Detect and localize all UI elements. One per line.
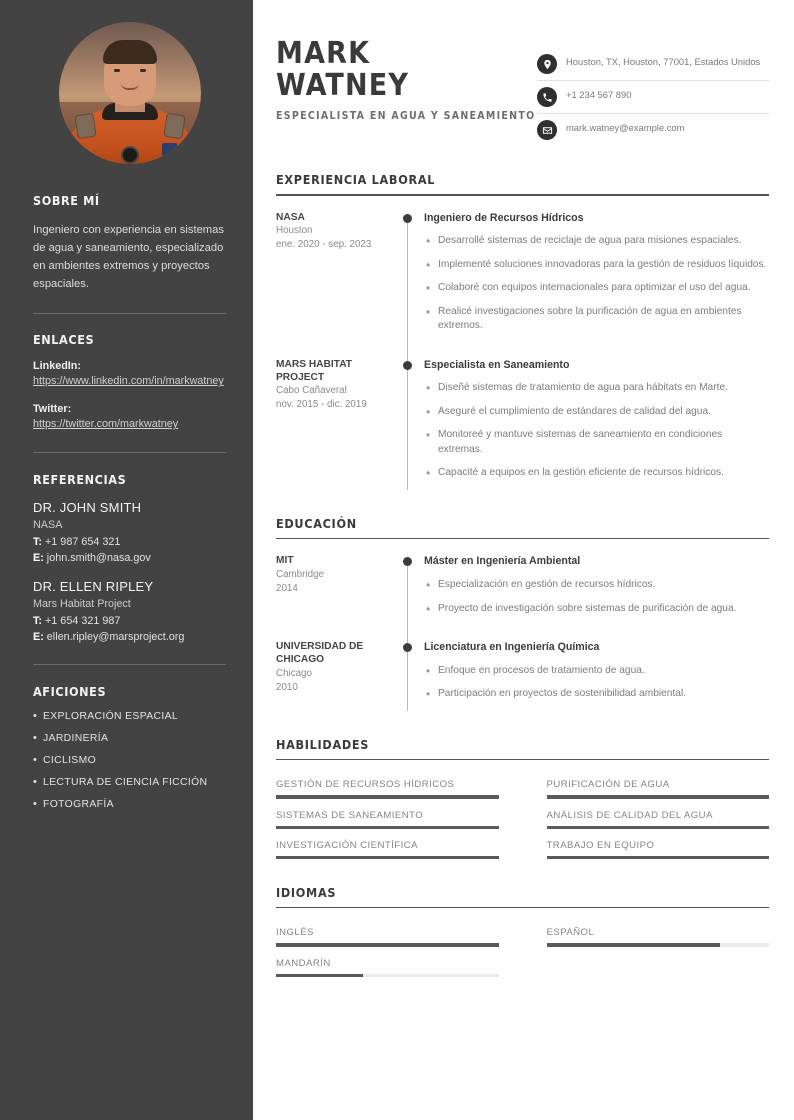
links-heading: ENLACES bbox=[33, 331, 95, 347]
avatar bbox=[59, 22, 201, 164]
education-body bbox=[424, 640, 769, 711]
hobby-item: • EXPLORACIÓN ESPACIAL bbox=[33, 711, 226, 722]
contact-list bbox=[537, 48, 769, 146]
hobby-item: • CICLISMO bbox=[33, 755, 226, 766]
bullet-item: • Aseguré el cumplimiento de estándares de calidad del agua. bbox=[424, 405, 769, 419]
bullet-item: • Enfoque en procesos de tratamiento de agua. bbox=[424, 664, 769, 678]
skills-grid bbox=[276, 768, 769, 859]
envelope-icon bbox=[537, 120, 557, 140]
skills-heading: HABILIDADES bbox=[276, 736, 370, 752]
education-body bbox=[424, 554, 769, 625]
last-name: WATNEY bbox=[276, 67, 410, 103]
link-item-linkedin bbox=[33, 359, 226, 390]
experience-meta bbox=[276, 358, 394, 490]
about-heading: SOBRE MÍ bbox=[33, 193, 100, 208]
photo-hair bbox=[103, 40, 157, 64]
skill-bar-fill bbox=[547, 856, 770, 859]
language-item bbox=[276, 947, 499, 977]
page-title bbox=[276, 38, 535, 102]
timeline-line bbox=[407, 566, 408, 643]
education-meta bbox=[276, 640, 394, 711]
experience-dates: nov. 2015 - dic. 2019 bbox=[276, 399, 367, 411]
reference-phone bbox=[33, 534, 226, 550]
skill-bar-track bbox=[547, 826, 770, 829]
skill-item bbox=[547, 768, 770, 798]
bullet-item: • Colaboré con equipos internacionales para optimizar el uso del agua. bbox=[424, 281, 769, 295]
link-label-linkedin: LinkedIn: bbox=[33, 359, 81, 372]
divider-after-links bbox=[33, 452, 226, 453]
education-dates: 2010 bbox=[276, 681, 298, 693]
bullet-item: • Monitoreé y mantuve sistemas de saneamiento en condiciones extremas. bbox=[424, 428, 769, 457]
skill-label: PURIFICACIÓN DE AGUA bbox=[546, 779, 670, 791]
reference-phone-value: +1 987 654 321 bbox=[45, 535, 121, 548]
phone-icon bbox=[537, 87, 557, 107]
skill-bar-track bbox=[276, 795, 499, 798]
skill-bar-fill bbox=[276, 795, 499, 798]
main-content bbox=[253, 0, 794, 1120]
skill-bar-track bbox=[547, 795, 770, 798]
language-bar-fill bbox=[547, 943, 721, 946]
reference-phone-label: T: bbox=[33, 614, 42, 627]
education-heading: EDUCACIÓN bbox=[276, 515, 357, 531]
contact-address-value: Houston, TX, Houston, 77001, Estados Unidos bbox=[566, 56, 761, 67]
divider-after-about bbox=[33, 313, 226, 314]
hobby-item: • JARDINERÍA bbox=[33, 733, 226, 744]
section-education bbox=[276, 516, 769, 711]
divider-after-references bbox=[33, 664, 226, 665]
bullet-item: • Especialización en gestión de recursos hídricos. bbox=[424, 578, 769, 592]
education-entry bbox=[276, 640, 769, 711]
timeline-dot-icon bbox=[403, 214, 412, 223]
sidebar bbox=[0, 0, 253, 1120]
timeline-line bbox=[407, 370, 408, 490]
education-rule bbox=[276, 538, 769, 540]
link-url-linkedin[interactable]: https://www.linkedin.com/in/markwatney bbox=[33, 375, 224, 388]
skills-rule bbox=[276, 759, 769, 761]
reference-email-value: john.smith@nasa.gov bbox=[46, 551, 151, 564]
name-block bbox=[276, 38, 535, 122]
reference-phone-value: +1 654 321 987 bbox=[45, 614, 121, 627]
skill-bar-track bbox=[276, 826, 499, 829]
skill-item bbox=[276, 768, 499, 798]
shoulder-pad-left bbox=[74, 113, 96, 139]
experience-body bbox=[424, 211, 769, 343]
language-item bbox=[276, 916, 499, 946]
photo-eye-left bbox=[114, 69, 120, 72]
skill-bar-fill bbox=[276, 856, 499, 859]
experience-body bbox=[424, 358, 769, 490]
experience-org: NASA bbox=[276, 211, 305, 223]
shoulder-pad-right bbox=[163, 113, 185, 139]
contact-phone-value: +1 234 567 890 bbox=[566, 89, 632, 100]
language-bar-fill bbox=[276, 974, 363, 977]
languages-grid bbox=[276, 916, 769, 976]
experience-entry bbox=[276, 358, 769, 490]
experience-bullets bbox=[424, 234, 769, 333]
reference-email bbox=[33, 550, 226, 566]
language-bar-track bbox=[276, 974, 499, 977]
experience-position: Ingeniero de Recursos Hídricos bbox=[424, 211, 584, 224]
language-label: INGLÉS bbox=[276, 927, 314, 939]
about-text: Ingeniero con experiencia en sistemas de agua y saneamiento, especializado en ambientes extremos y proyectos espaciales. bbox=[33, 224, 224, 291]
skill-label: INVESTIGACIÓN CIENTÍFICA bbox=[276, 839, 418, 851]
hobbies-list bbox=[33, 711, 226, 810]
timeline bbox=[394, 358, 424, 490]
link-item-twitter bbox=[33, 402, 226, 433]
skill-label: SISTEMAS DE SANEAMIENTO bbox=[276, 809, 424, 821]
bullet-item: • Desarrollé sistemas de reciclaje de agua para misiones espaciales. bbox=[424, 234, 769, 248]
reference-item bbox=[33, 500, 226, 566]
reference-org: NASA bbox=[33, 519, 63, 532]
education-meta bbox=[276, 554, 394, 625]
reference-name: DR. ELLEN RIPLEY bbox=[33, 579, 154, 595]
skill-bar-fill bbox=[276, 826, 499, 829]
experience-place: Cabo Cañaveral bbox=[276, 385, 347, 397]
job-role-subtitle: ESPECIALISTA EN AGUA Y SANEAMIENTO bbox=[276, 109, 536, 122]
reference-phone bbox=[33, 613, 226, 629]
bullet-item: • Diseñé sistemas de tratamiento de agua para hábitats en Marte. bbox=[424, 381, 769, 395]
reference-email-value: ellen.ripley@marsproject.org bbox=[46, 630, 185, 643]
skill-label: TRABAJO EN EQUIPO bbox=[546, 839, 655, 851]
location-pin-icon bbox=[537, 54, 557, 74]
education-bullets bbox=[424, 578, 769, 616]
timeline-dot-icon bbox=[403, 557, 412, 566]
experience-org: MARS HABITAT PROJECT bbox=[276, 358, 353, 383]
language-bar-track bbox=[276, 943, 499, 946]
section-languages bbox=[276, 885, 769, 977]
skill-bar-track bbox=[276, 856, 499, 859]
education-place: Cambridge bbox=[276, 568, 324, 580]
education-entry bbox=[276, 554, 769, 625]
contact-email-value: mark.watney@example.com bbox=[566, 122, 685, 133]
profile-photo bbox=[59, 22, 201, 164]
timeline-dot-icon bbox=[403, 361, 412, 370]
language-bar-track bbox=[547, 943, 770, 946]
hero-header bbox=[276, 38, 769, 146]
reference-email bbox=[33, 629, 226, 645]
reference-org: Mars Habitat Project bbox=[33, 597, 131, 610]
suit-badge bbox=[162, 143, 177, 162]
skill-bar-track bbox=[547, 856, 770, 859]
reference-email-label: E: bbox=[33, 630, 44, 643]
skill-item bbox=[547, 799, 770, 829]
reference-phone-label: T: bbox=[33, 535, 42, 548]
education-degree: Máster en Ingeniería Ambiental bbox=[424, 555, 581, 568]
reference-item bbox=[33, 579, 226, 645]
skill-label: GESTIÓN DE RECURSOS HÍDRICOS bbox=[276, 779, 455, 791]
education-org: UNIVERSIDAD DE CHICAGO bbox=[276, 641, 364, 666]
experience-position: Especialista en Saneamiento bbox=[424, 358, 570, 371]
timeline-line bbox=[407, 652, 408, 711]
experience-dates: ene. 2020 - sep. 2023 bbox=[276, 238, 372, 250]
hobby-item: • LECTURA DE CIENCIA FICCIÓN bbox=[33, 777, 226, 788]
skill-label: ANÁLISIS DE CALIDAD DEL AGUA bbox=[546, 809, 713, 821]
language-label: MANDARÍN bbox=[276, 957, 331, 969]
language-label: ESPAÑOL bbox=[546, 927, 595, 939]
experience-place: Houston bbox=[276, 224, 313, 236]
skill-bar-fill bbox=[547, 826, 770, 829]
education-dates: 2014 bbox=[276, 582, 298, 594]
contact-row-email[interactable] bbox=[537, 114, 769, 146]
skill-bar-fill bbox=[547, 795, 770, 798]
language-item bbox=[547, 916, 770, 946]
bullet-item: • Participación en proyectos de sostenibilidad ambiental. bbox=[424, 687, 769, 701]
timeline-line bbox=[407, 223, 408, 361]
timeline bbox=[394, 640, 424, 711]
contact-row-address[interactable] bbox=[537, 48, 769, 81]
skill-item bbox=[276, 829, 499, 859]
section-skills bbox=[276, 737, 769, 859]
contact-row-phone[interactable] bbox=[537, 81, 769, 114]
timeline bbox=[394, 554, 424, 625]
language-bar-fill bbox=[276, 943, 499, 946]
experience-rule bbox=[276, 194, 769, 196]
experience-meta bbox=[276, 211, 394, 343]
first-name: MARK bbox=[276, 36, 371, 71]
bullet-item: • Implementé soluciones innovadoras para la gestión de residuos líquidos. bbox=[424, 258, 769, 272]
skill-item bbox=[547, 829, 770, 859]
education-bullets bbox=[424, 664, 769, 702]
skill-item bbox=[276, 799, 499, 829]
experience-entry bbox=[276, 211, 769, 343]
experience-heading: EXPERIENCIA LABORAL bbox=[276, 172, 436, 187]
reference-email-label: E: bbox=[33, 551, 44, 564]
education-org: MIT bbox=[276, 555, 294, 567]
suit-gauge bbox=[121, 146, 139, 164]
timeline bbox=[394, 211, 424, 343]
languages-heading: IDIOMAS bbox=[276, 884, 337, 900]
languages-rule bbox=[276, 907, 769, 909]
experience-bullets bbox=[424, 381, 769, 480]
bullet-item: • Capacité a equipos en la gestión eficiente de recursos hídricos. bbox=[424, 466, 769, 480]
references-heading: REFERENCIAS bbox=[33, 472, 127, 488]
photo-eye-right bbox=[140, 69, 146, 72]
education-place: Chicago bbox=[276, 667, 312, 679]
reference-name: DR. JOHN SMITH bbox=[33, 500, 142, 516]
link-label-twitter: Twitter: bbox=[33, 402, 72, 415]
timeline-dot-icon bbox=[403, 643, 412, 652]
section-experience bbox=[276, 172, 769, 490]
hobby-item: • FOTOGRAFÍA bbox=[33, 799, 226, 810]
bullet-item: • Proyecto de investigación sobre sistemas de purificación de agua. bbox=[424, 602, 769, 616]
hobbies-heading: AFICIONES bbox=[33, 683, 107, 699]
bullet-item: • Realicé investigaciones sobre la purificación de agua en ambientes extremos. bbox=[424, 305, 769, 334]
education-degree: Licenciatura en Ingeniería Química bbox=[424, 641, 600, 654]
link-url-twitter[interactable]: https://twitter.com/markwatney bbox=[33, 418, 179, 431]
